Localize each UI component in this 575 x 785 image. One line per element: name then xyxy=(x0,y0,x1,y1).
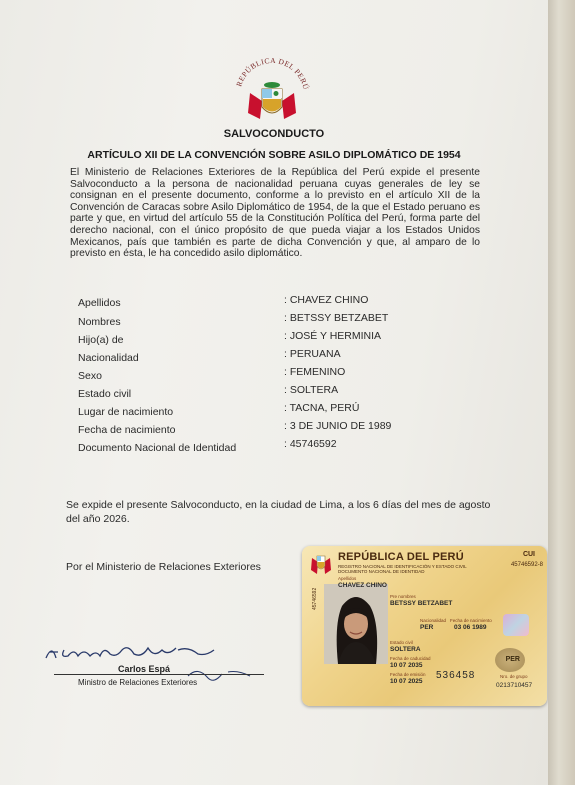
dni-cui-label: CUI xyxy=(522,551,535,558)
label-dni: Documento Nacional de Identidad xyxy=(78,442,237,454)
peru-coat-of-arms-icon xyxy=(310,552,332,576)
value-estado-civil: : SOLTERA xyxy=(284,384,339,396)
dni-subtitle-document: DOCUMENTO NACIONAL DE IDENTIDAD xyxy=(338,569,425,574)
value-lugar-nacimiento: : TACNA, PERÚ xyxy=(284,402,360,414)
dni-card xyxy=(302,546,547,706)
dni-vertical-number: 45746592 xyxy=(312,587,318,610)
dni-nombres-label: Pre nombres xyxy=(390,594,416,599)
dni-apellidos-label: Apellidos xyxy=(338,576,357,581)
seal-text: REPÚBLICA DEL PERÚ xyxy=(234,55,311,91)
dni-subtitle-registry: REGISTRO NACIONAL DE IDENTIFICACIÓN Y ESTADO CIVIL xyxy=(338,564,467,569)
dni-nombres: BETSSY BETZABET xyxy=(390,600,453,607)
dni-civil-label: Estado civil xyxy=(390,640,413,645)
value-hijo-de: : JOSÉ Y HERMINIA xyxy=(284,330,382,342)
value-nacionalidad: : PERUANA xyxy=(284,348,341,360)
value-sexo: : FEMENINO xyxy=(284,366,346,378)
dni-photo xyxy=(324,584,388,664)
label-sexo: Sexo xyxy=(78,370,102,382)
coat-of-arms-seal xyxy=(222,55,322,127)
label-nacionalidad: Nacionalidad xyxy=(78,352,139,364)
document-title: SALVOCONDUCTO xyxy=(223,128,325,140)
document-subtitle: ARTÍCULO XII DE LA CONVENCIÓN SOBRE ASILO DIPLOMÁTICO DE 1954 xyxy=(87,149,461,161)
dni-emision: 10 07 2025 xyxy=(390,678,423,685)
dni-nacionalidad: PER xyxy=(420,624,434,631)
dni-cui: 45746592-8 xyxy=(510,562,543,568)
dni-civil: SOLTERA xyxy=(390,646,421,653)
dni-group-label: Nro. de grupo xyxy=(500,674,528,679)
dni-apellidos: CHAVEZ CHINO xyxy=(338,582,387,589)
dni-nacionalidad-label: Nacionalidad xyxy=(420,618,447,623)
dni-fnac: 03 06 1989 xyxy=(454,624,487,631)
value-nombres: : BETSSY BETZABET xyxy=(284,312,389,324)
dni-title: REPÚBLICA DEL PERÚ xyxy=(338,551,464,563)
label-hijo-de: Hijo(a) de xyxy=(78,334,124,346)
signatory-name: Carlos Espá xyxy=(118,664,171,674)
dni-seal-text: PER xyxy=(505,656,520,663)
dni-fnac-label: Fecha de nacimiento xyxy=(450,618,492,623)
closing-text: Se expide el presente Salvoconducto, en la ciudad de Lima, a los 6 días del mes de agosto del año 2026. xyxy=(66,499,491,525)
dni-caducidad-label: Fecha de caducidad xyxy=(390,656,431,661)
label-apellidos: Apellidos xyxy=(78,297,121,309)
dni-caducidad: 10 07 2035 xyxy=(390,662,423,669)
value-dni: : 45746592 xyxy=(284,438,337,450)
label-lugar-nacimiento: Lugar de nacimiento xyxy=(78,406,174,418)
dni-emision-label: Fecha de emisión xyxy=(390,672,426,677)
dni-group-number: 0213710457 xyxy=(496,682,533,689)
signature-line xyxy=(54,674,264,675)
signatory-role: Ministro de Relaciones Exteriores xyxy=(78,678,198,687)
dni-hologram xyxy=(503,614,529,636)
label-fecha-nacimiento: Fecha de nacimiento xyxy=(78,424,176,436)
label-estado-civil: Estado civil xyxy=(78,388,132,400)
dni-serial-number: 536458 xyxy=(436,670,476,681)
document-body: El Ministerio de Relaciones Exteriores de la República del Perú expide el presente Salvoconducto a la persona de nacionalidad peruana cuyas generales de ley se consignan en el presente documento, conforme a lo previsto en el artículo XII de la Convención de Caracas sobre Asilo Diplomático de 1954, de la que el Estado peruano es parte y que, en virtud del artículo 55 de la Constitución Política del Perú, forma parte del derecho nacional, con el único propósito de que pueda viajar a los Estados Unidos Mexicanos, país que también es parte de dicha Convención y que, al amparo de lo previsto en ésta, le ha concedido asilo diplomático. xyxy=(70,167,480,260)
value-apellidos: : CHAVEZ CHINO xyxy=(284,294,369,306)
label-nombres: Nombres xyxy=(78,316,121,328)
value-fecha-nacimiento: : 3 DE JUNIO DE 1989 xyxy=(284,420,392,432)
background-surface xyxy=(548,0,575,785)
ministry-text: Por el Ministerio de Relaciones Exteriores xyxy=(66,561,261,573)
